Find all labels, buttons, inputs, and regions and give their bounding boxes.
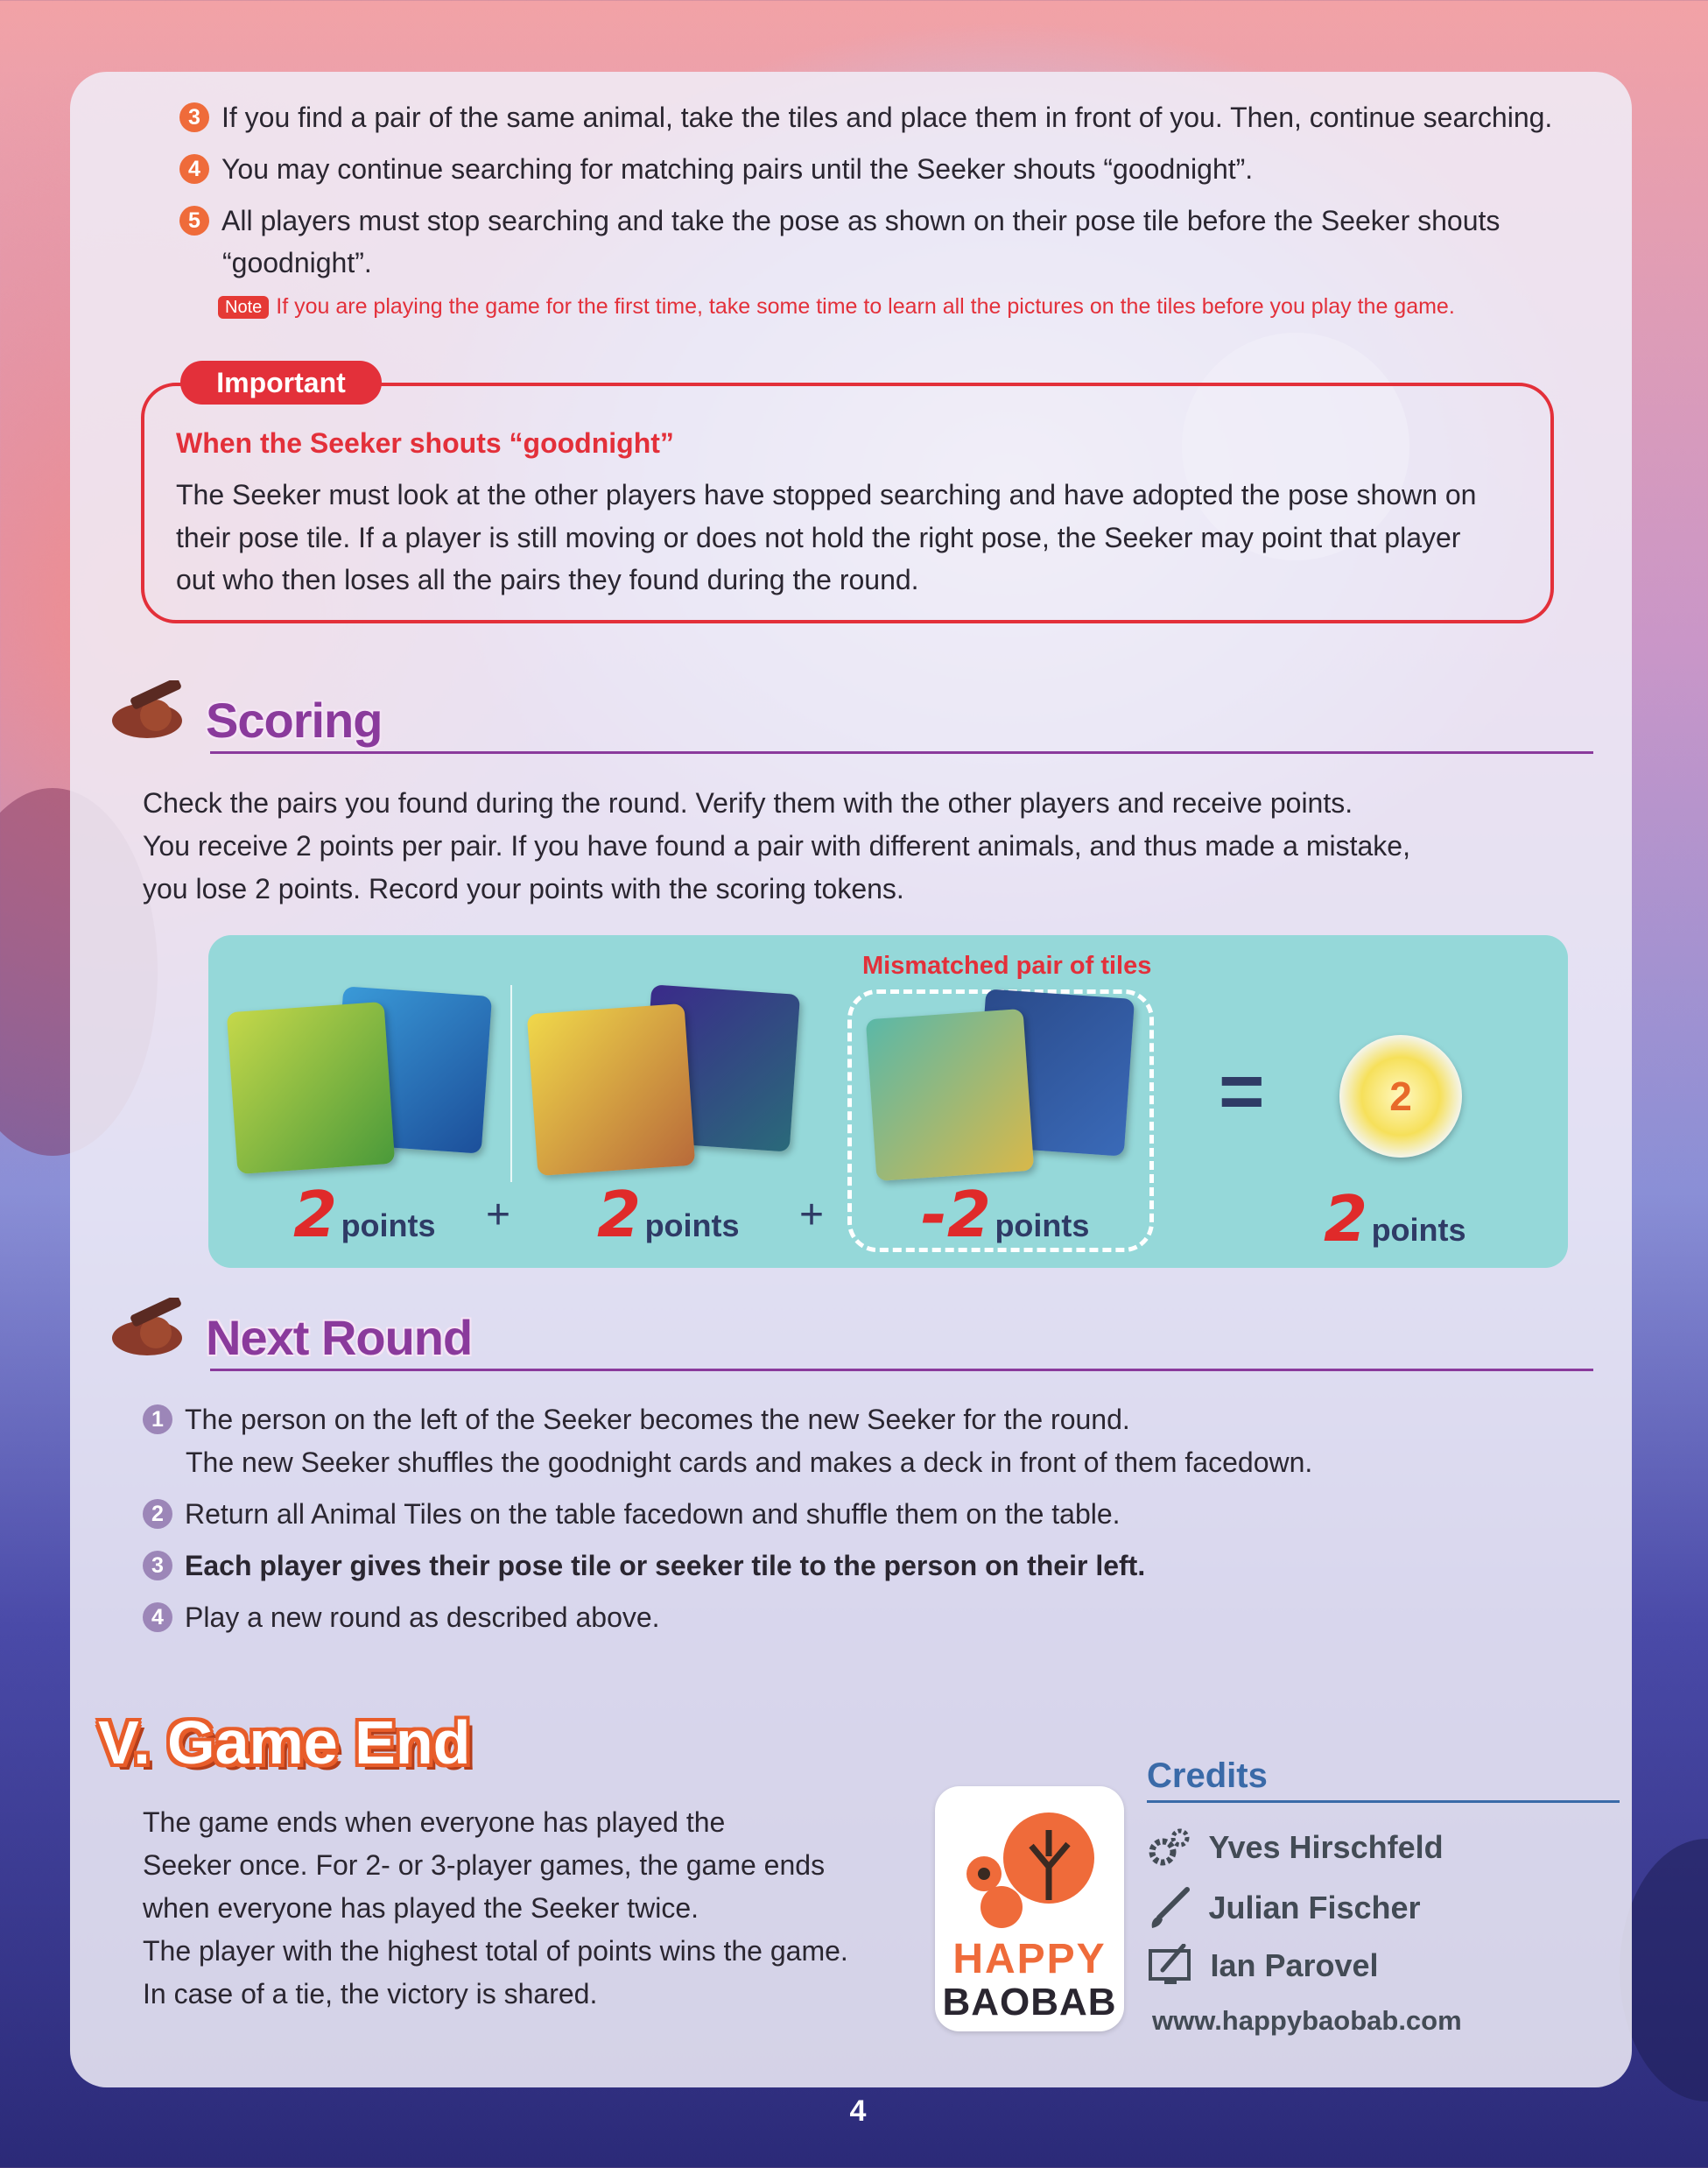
next-round-step-4 — [143, 1596, 1587, 1639]
next-round-step-2 — [143, 1493, 1587, 1536]
page-number: 4 — [849, 2094, 867, 2128]
points-unit: points — [341, 1207, 436, 1243]
points-value: 2 — [293, 1178, 338, 1251]
important-heading: When the Seeker shouts “goodnight” — [176, 427, 674, 459]
points-unit: points — [644, 1207, 740, 1243]
step-number-badge: 1 — [143, 1404, 172, 1434]
credit-row-designer — [1147, 1826, 1444, 1869]
divider-line — [510, 985, 512, 1182]
game-end-line-2: Seeker once. For 2- or 3-player games, the game ends — [143, 1849, 826, 1881]
game-end-line-1: The game ends when everyone has played the — [143, 1806, 726, 1838]
background-leaf-shape — [1620, 1839, 1708, 2101]
game-end-line-5: In case of a tie, the victory is shared. — [143, 1978, 598, 2010]
baobab-tree-icon — [952, 1804, 1107, 1935]
logo-text-happy: HAPPY — [952, 1936, 1107, 1982]
next-round-rule — [210, 1369, 1593, 1371]
step-5-continuation: “goodnight”. — [222, 247, 372, 278]
snail-telescope-icon — [95, 1298, 200, 1359]
note-text: If you are playing the game for the first time, take some time to learn all the pictures on the tiles before you play the game. — [276, 294, 1455, 319]
monitor-pen-icon — [1147, 1944, 1194, 1988]
gears-icon — [1147, 1826, 1194, 1869]
mismatch-label: Mismatched pair of tiles — [862, 952, 1152, 980]
step-number-badge: 3 — [143, 1551, 172, 1580]
tiger-tile-front — [866, 1009, 1034, 1181]
step-number-badge: 5 — [179, 206, 209, 236]
scoring-token — [1339, 1035, 1462, 1158]
game-end-title: V. Game End — [98, 1708, 471, 1777]
scoring-line-3: you lose 2 points. Record your points with the scoring tokens. — [143, 873, 904, 905]
step-number-badge: 2 — [143, 1499, 172, 1529]
brush-icon — [1147, 1886, 1194, 1930]
scoring-rule — [210, 751, 1593, 754]
next-round-step-3 — [143, 1545, 1587, 1587]
scoring-line-2: You receive 2 points per pair. If you have found a pair with different animals, and thus made a mistake, — [143, 830, 1410, 862]
important-line-1: The Seeker must look at the other players have stopped searching and have adopted the pose shown on — [176, 479, 1477, 510]
owl-tile-front — [527, 1003, 695, 1176]
step-3-top — [179, 96, 1615, 139]
seahorse-tile-front — [227, 1002, 395, 1174]
points-item-3 — [921, 1178, 1089, 1251]
step-text: Play a new round as described above. — [185, 1601, 660, 1633]
step-text: All players must stop searching and take the pose as shown on their pose tile before the Seeker shouts — [221, 205, 1501, 236]
note-badge: Note — [218, 296, 269, 319]
token-value: 2 — [1389, 1073, 1412, 1119]
plus-sign: + — [486, 1192, 511, 1238]
points-unit: points — [995, 1207, 1090, 1243]
points-value: 2 — [597, 1178, 642, 1251]
points-item-2 — [597, 1178, 740, 1251]
snail-telescope-icon — [95, 680, 200, 742]
step-number-badge: 3 — [179, 102, 209, 132]
points-value: 2 — [1324, 1182, 1368, 1256]
game-end-line-3: when everyone has played the Seeker twice. — [143, 1892, 699, 1924]
equals-sign: = — [1219, 1048, 1265, 1136]
points-result — [1324, 1182, 1466, 1256]
credit-row-graphic-designer — [1147, 1944, 1379, 1988]
happy-baobab-logo — [935, 1786, 1124, 2031]
important-tag: Important — [180, 361, 382, 405]
points-unit: points — [1371, 1212, 1466, 1248]
credits-rule — [1147, 1800, 1620, 1803]
step-number-badge: 4 — [179, 154, 209, 184]
important-line-3: out who then loses all the pairs they found during the round. — [176, 564, 919, 595]
important-line-2: their pose tile. If a player is still moving or does not hold the right pose, the Seeker may point that player — [176, 522, 1461, 553]
credit-row-illustrator — [1147, 1886, 1421, 1930]
points-item-1 — [293, 1178, 436, 1251]
points-value: -2 — [921, 1178, 991, 1251]
logo-text-baobab: BAOBAB — [942, 1981, 1117, 2024]
scoring-title: Scoring — [206, 693, 383, 748]
credit-name: Yves Hirschfeld — [1208, 1829, 1444, 1865]
step-text: If you find a pair of the same animal, take the tiles and place them in front of you. Then, continue searching. — [221, 102, 1553, 133]
credits-title: Credits — [1147, 1756, 1268, 1795]
step-number-badge: 4 — [143, 1602, 172, 1632]
step-text: The person on the left of the Seeker becomes the new Seeker for the round. — [185, 1404, 1130, 1435]
note-line — [218, 292, 1455, 321]
next-round-title: Next Round — [206, 1310, 473, 1365]
credit-name: Julian Fischer — [1208, 1890, 1421, 1925]
step-text: Each player gives their pose tile or seeker tile to the person on their left. — [185, 1550, 1146, 1581]
next-round-step-1 — [143, 1398, 1587, 1441]
website-link[interactable]: www.happybaobab.com — [1152, 2005, 1462, 2036]
scoring-line-1: Check the pairs you found during the round. Verify them with the other players and receive points. — [143, 787, 1353, 819]
step-5-top — [179, 200, 1615, 243]
step-text: Return all Animal Tiles on the table facedown and shuffle them on the table. — [185, 1498, 1121, 1530]
plus-sign: + — [799, 1192, 825, 1238]
next-round-step-1-continuation: The new Seeker shuffles the goodnight cards and makes a deck in front of them facedown. — [186, 1447, 1313, 1478]
credit-name: Ian Parovel — [1210, 1947, 1379, 1983]
step-text: You may continue searching for matching pairs until the Seeker shouts “goodnight”. — [221, 153, 1254, 185]
step-4-top — [179, 148, 1615, 191]
game-end-line-4: The player with the highest total of points wins the game. — [143, 1935, 848, 1967]
